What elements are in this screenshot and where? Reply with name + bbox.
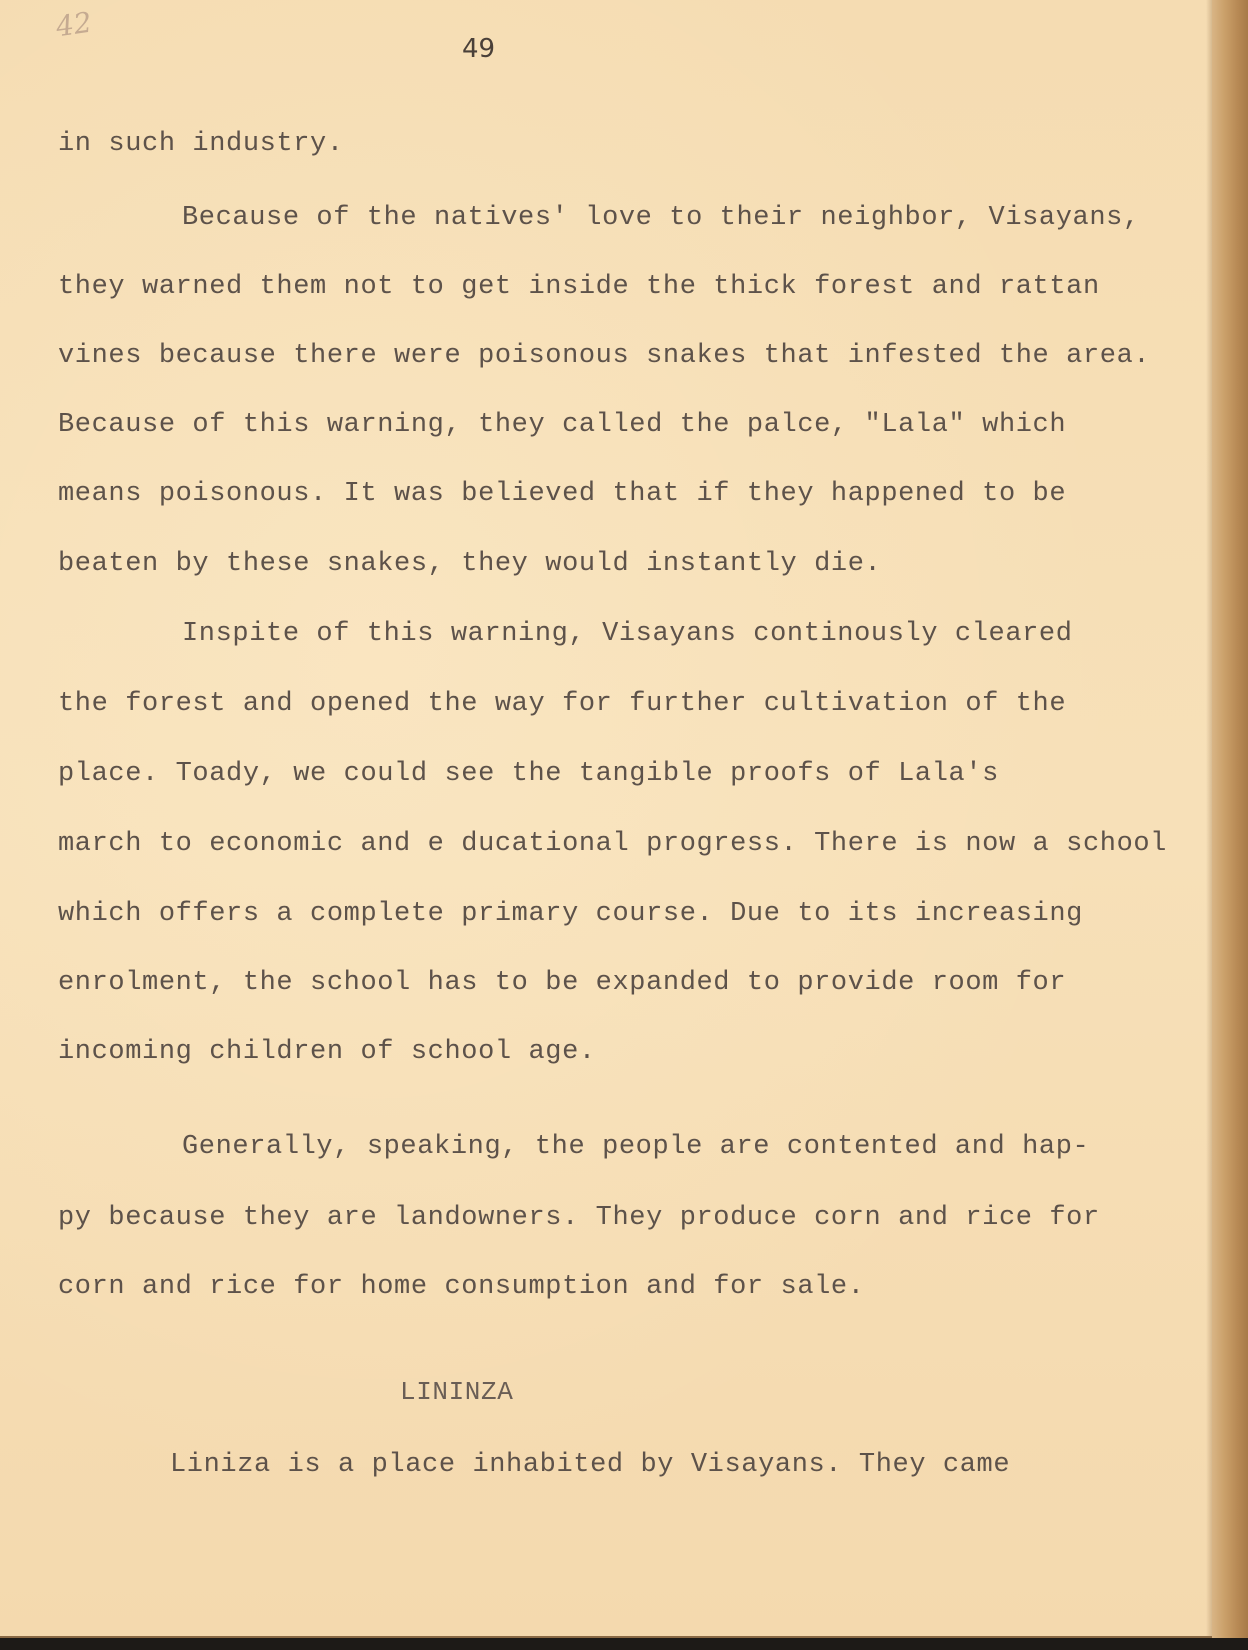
text-line-12: which offers a complete primary course. Due to its increasing — [58, 899, 1083, 929]
text-line-8: Inspite of this warning, Visayans continously cleared — [182, 619, 1073, 649]
text-line-10: place. Toady, we could see the tangible proofs of Lala's — [58, 759, 999, 789]
text-line-7: beaten by these snakes, they would instantly die. — [58, 549, 882, 579]
text-line-5: Because of this warning, they called the palce, "Lala" which — [58, 410, 1067, 440]
text-line-1: in such industry. — [58, 129, 344, 159]
text-line-2: Because of the natives' love to their neighbor, Visayans, — [182, 203, 1140, 233]
text-line-4: vines because there were poisonous snakes that infested the area. — [58, 341, 1151, 371]
text-line-11: march to economic and e ducational progress. There is now a school — [58, 829, 1167, 859]
scan-bottom-border — [0, 1638, 1248, 1650]
page-binding — [1212, 0, 1248, 1650]
text-line-16: py because they are landowners. They produce corn and rice for — [58, 1203, 1100, 1233]
binding-shadow — [1206, 0, 1212, 1650]
text-line-3: they warned them not to get inside the thick forest and rattan — [58, 272, 1100, 302]
page-number: 49 — [462, 34, 496, 64]
text-line-15: Generally, speaking, the people are contented and hap- — [182, 1132, 1090, 1162]
text-line-13: enrolment, the school has to be expanded to provide room for — [58, 968, 1067, 998]
text-line-9: the forest and opened the way for further cultivation of the — [58, 689, 1067, 719]
text-line-14: incoming children of school age. — [58, 1037, 596, 1067]
section-text-line-1: Liniza is a place inhabited by Visayans. They came — [170, 1450, 1011, 1480]
text-line-17: corn and rice for home consumption and for sale. — [58, 1272, 865, 1302]
margin-pencil-mark: 42 — [53, 5, 94, 44]
text-line-6: means poisonous. It was believed that if they happened to be — [58, 479, 1067, 509]
section-heading: LININZA — [400, 1377, 514, 1407]
